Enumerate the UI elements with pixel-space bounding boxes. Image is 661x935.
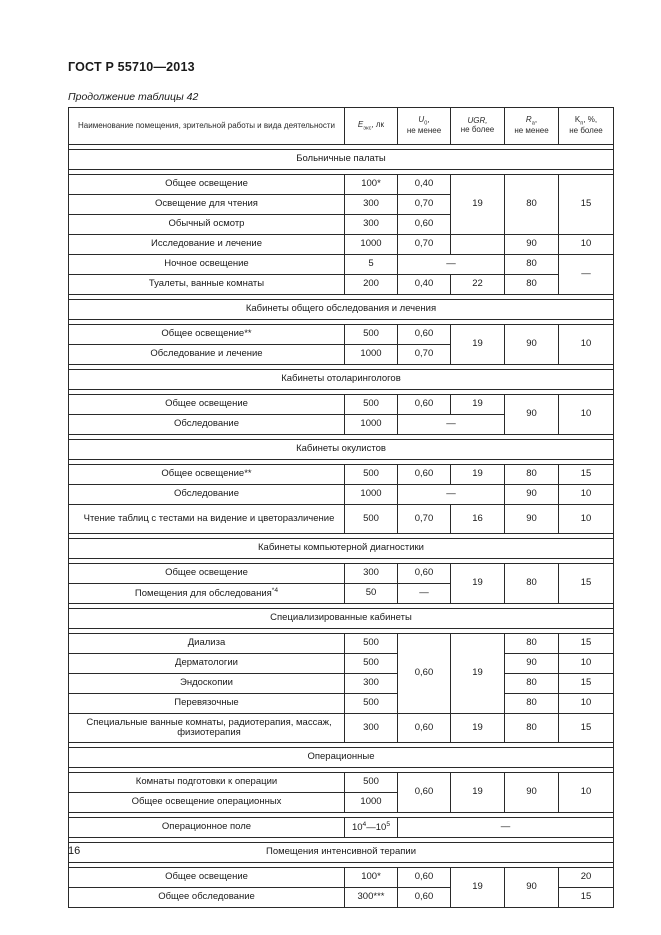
table-row (69, 654, 614, 674)
cell-e: 500 (345, 465, 398, 485)
cell-ra: 90 (505, 485, 559, 505)
header-ugr (451, 108, 505, 145)
cell-e: 300*** (345, 888, 398, 908)
cell-ugr: 19 (451, 773, 505, 813)
cell-name: Комнаты подготовки к операции (69, 773, 345, 793)
table-row (69, 818, 614, 838)
cell-e: 1000 (345, 235, 398, 255)
cell-kp: 10 (559, 485, 614, 505)
cell-u: 0,70 (398, 235, 451, 255)
cell-ugr: 19 (451, 564, 505, 604)
cell-ugr-empty (451, 235, 505, 255)
section-title: Помещения интенсивной терапии (69, 843, 614, 863)
cell-u: — (398, 584, 451, 604)
cell-u: 0,60 (398, 868, 451, 888)
cell-kp: 10 (559, 395, 614, 435)
cell-name: Обследование и лечение (69, 345, 345, 365)
section-title: Кабинеты окулистов (69, 440, 614, 460)
cell-kp: 20 (559, 868, 614, 888)
table-row (69, 275, 614, 295)
cell-ra: 90 (505, 505, 559, 534)
cell-e: 500 (345, 654, 398, 674)
page-number: 16 (68, 845, 81, 857)
header-ugr-note: не более (460, 125, 495, 134)
cell-ugr: 22 (451, 275, 505, 295)
cell-u: 0,60 (398, 325, 451, 345)
cell-u: 0,60 (398, 564, 451, 584)
cell-ugr: 19 (451, 175, 505, 235)
header-kp (559, 108, 614, 145)
cell-e: 500 (345, 773, 398, 793)
table-row (69, 714, 614, 743)
cell-kp: — (559, 255, 614, 295)
cell-name: Общее освещение** (69, 325, 345, 345)
cell-e: 500 (345, 634, 398, 654)
cell-ra: 90 (505, 868, 559, 908)
header-kp-note: не более (569, 125, 603, 135)
cell-ugr: 19 (451, 868, 505, 908)
header-e-symbol: E (357, 119, 364, 129)
table-row (69, 564, 614, 584)
cell-u: 0,60 (398, 634, 451, 714)
section-title: Специализированные кабинеты (69, 609, 614, 629)
cell-name: Дерматологии (69, 654, 345, 674)
table-header-row (69, 108, 614, 145)
cell-ra: 80 (505, 255, 559, 275)
cell-ugr: 19 (451, 395, 505, 415)
cell-u: 0,70 (398, 195, 451, 215)
cell-name: Диализа (69, 634, 345, 654)
cell-name: Обследование (69, 415, 345, 435)
cell-u: 0,40 (398, 275, 451, 295)
header-kp-symbol: K (574, 115, 581, 125)
header-ra-sub: a (531, 120, 535, 127)
header-kp-sub: п (580, 120, 584, 127)
cell-dash: — (398, 818, 614, 838)
cell-kp: 10 (559, 654, 614, 674)
lighting-norms-table (68, 107, 614, 908)
header-name-text: Наименование помещения, зрительной работы и вида деятельности (78, 120, 335, 130)
cell-u: 0,70 (398, 345, 451, 365)
section-title: Кабинеты компьютерной диагностики (69, 539, 614, 559)
e-range-high: 10 (375, 822, 387, 834)
header-u-symbol: U (418, 115, 425, 125)
cell-u: 0,60 (398, 714, 451, 743)
cell-kp: 10 (559, 325, 614, 365)
table-caption: Продолжение таблицы 42 (68, 91, 199, 103)
cell-e: 500 (345, 505, 398, 534)
cell-ra: 80 (505, 634, 559, 654)
table-row (69, 325, 614, 345)
table-row (69, 674, 614, 694)
cell-kp: 10 (559, 235, 614, 255)
cell-ra: 80 (505, 674, 559, 694)
cell-e: 500 (345, 395, 398, 415)
cell-ra: 80 (505, 564, 559, 604)
cell-kp: 10 (559, 505, 614, 534)
e-range-low: 10 (351, 822, 363, 834)
cell-ra: 80 (505, 694, 559, 714)
cell-e: 300 (345, 215, 398, 235)
footnote-mark: *4 (271, 587, 279, 595)
cell-ra: 80 (505, 465, 559, 485)
cell-e: 5 (345, 255, 398, 275)
cell-e: 500 (345, 694, 398, 714)
cell-name: Ночное освещение (69, 255, 345, 275)
header-u-note: не менее (406, 125, 442, 135)
cell-name: Общее освещение** (69, 465, 345, 485)
cell-name: Общее обследование (69, 888, 345, 908)
cell-ra: 90 (505, 235, 559, 255)
cell-dash: — (398, 485, 505, 505)
cell-name: Общее освещение (69, 868, 345, 888)
cell-name: Специальные ванные комнаты, радиотерапия, массаж, физиотерапия (69, 714, 345, 743)
e-range-high-exp: 5 (386, 821, 391, 829)
cell-u: 0,70 (398, 505, 451, 534)
header-u: $U_0$, не менее (398, 108, 451, 145)
cell-name: Освещение для чтения (69, 195, 345, 215)
cell-e: 1000 (345, 415, 398, 435)
cell-u: 0,60 (398, 773, 451, 813)
cell-name: Исследование и лечение (69, 235, 345, 255)
table-row (69, 773, 614, 793)
cell-name (69, 584, 345, 604)
cell-name: Общее освещение (69, 564, 345, 584)
cell-name: Общее освещение (69, 175, 345, 195)
cell-u: 0,60 (398, 465, 451, 485)
cell-kp: 10 (559, 694, 614, 714)
cell-name: Чтение таблиц с тестами на видение и цветоразличение (69, 505, 345, 534)
cell-kp: 15 (559, 465, 614, 485)
cell-e: 1000 (345, 793, 398, 813)
cell-ugr: 19 (451, 714, 505, 743)
cell-u: 0,60 (398, 215, 451, 235)
cell-name: Общее освещение операционных (69, 793, 345, 813)
cell-kp: 15 (559, 175, 614, 235)
cell-e: 300 (345, 195, 398, 215)
cell-kp: 15 (559, 564, 614, 604)
cell-name: Обычный осмотр (69, 215, 345, 235)
cell-e: 200 (345, 275, 398, 295)
table-row (69, 505, 614, 534)
table-row (69, 465, 614, 485)
cell-kp: 15 (559, 714, 614, 743)
cell-kp: 15 (559, 674, 614, 694)
cell-ra: 90 (505, 395, 559, 435)
cell-e: 300 (345, 674, 398, 694)
cell-e (345, 818, 398, 838)
header-u-sub: 0 (424, 120, 428, 127)
cell-e: 100* (345, 175, 398, 195)
cell-ra: 90 (505, 325, 559, 365)
header-e (345, 108, 398, 145)
cell-u: 0,40 (398, 175, 451, 195)
cell-ugr: 19 (451, 634, 505, 714)
cell-ra: 90 (505, 654, 559, 674)
cell-ra: 80 (505, 175, 559, 235)
cell-name: Туалеты, ванные комнаты (69, 275, 345, 295)
cell-e: 100* (345, 868, 398, 888)
section-title: Больничные палаты (69, 150, 614, 170)
cell-e: 500 (345, 325, 398, 345)
cell-kp: 15 (559, 888, 614, 908)
table-row (69, 485, 614, 505)
cell-ra: 90 (505, 773, 559, 813)
header-ugr-symbol: UGR, (467, 116, 488, 126)
cell-ugr: 19 (451, 465, 505, 485)
table-row (69, 255, 614, 275)
cell-e: 1000 (345, 345, 398, 365)
cell-ugr: 19 (451, 325, 505, 365)
section-title: Кабинеты отоларингологов (69, 370, 614, 390)
cell-dash: — (398, 255, 505, 275)
document-standard-title: ГОСТ Р 55710—2013 (68, 60, 195, 74)
cell-kp: 15 (559, 634, 614, 654)
cell-e: 1000 (345, 485, 398, 505)
cell-kp: 10 (559, 773, 614, 813)
header-e-sub: экс (363, 125, 372, 132)
header-e-unit: , лк (371, 119, 385, 129)
cell-u: 0,60 (398, 888, 451, 908)
cell-name: Перевязочные (69, 694, 345, 714)
header-name (69, 108, 345, 145)
cell-name: Операционное поле (69, 818, 345, 838)
cell-e: 50 (345, 584, 398, 604)
table-row (69, 395, 614, 415)
cell-name: Обследование (69, 485, 345, 505)
header-ra-symbol: R (525, 115, 532, 125)
cell-ra: 80 (505, 714, 559, 743)
header-ra: $R_a$, не менее (505, 108, 559, 145)
e-range-sep: — (366, 822, 376, 834)
cell-ra: 80 (505, 275, 559, 295)
table-row (69, 235, 614, 255)
cell-e: 300 (345, 564, 398, 584)
cell-name-text: Помещения для обследования (134, 588, 272, 600)
section-title: Операционные (69, 748, 614, 768)
header-ra-note: не менее (514, 125, 549, 135)
table-row (69, 868, 614, 888)
table-row (69, 694, 614, 714)
cell-u: 0,60 (398, 395, 451, 415)
cell-name: Общее освещение (69, 395, 345, 415)
table-row (69, 634, 614, 654)
cell-dash: — (398, 415, 505, 435)
cell-name: Эндоскопии (69, 674, 345, 694)
cell-ugr: 16 (451, 505, 505, 534)
table-row (69, 175, 614, 195)
section-title: Кабинеты общего обследования и лечения (69, 300, 614, 320)
e-range-low-exp: 4 (362, 821, 367, 829)
header-kp-unit: , %, (583, 115, 598, 125)
cell-e: 300 (345, 714, 398, 743)
